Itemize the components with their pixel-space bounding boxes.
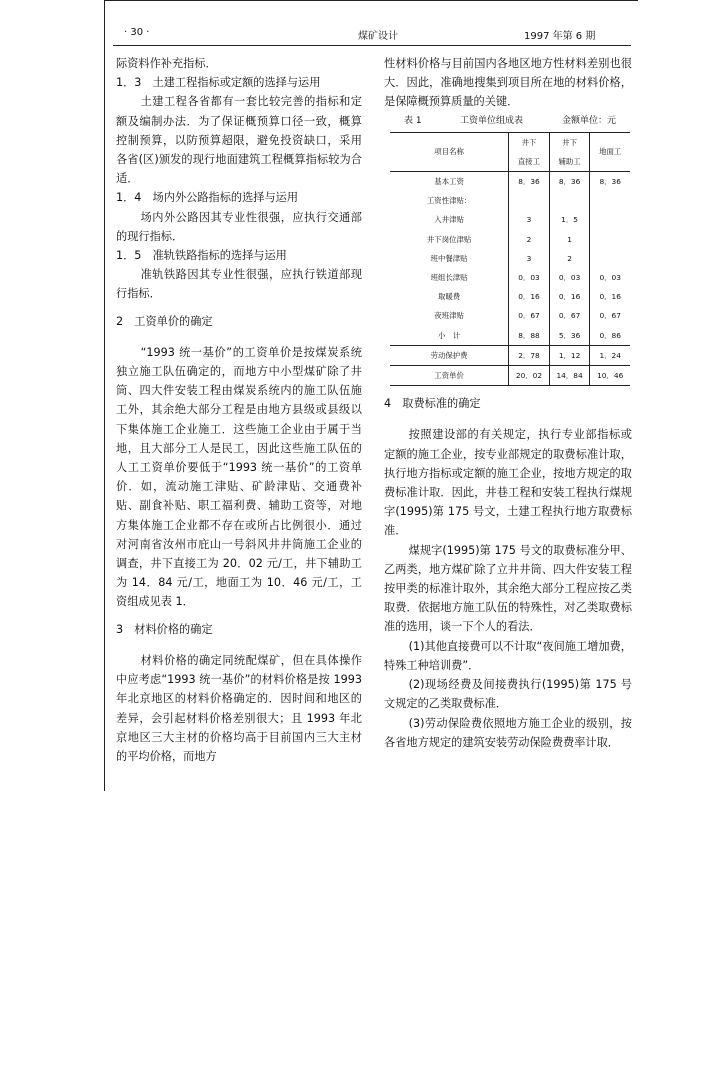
row-value xyxy=(509,191,550,210)
row-name: 夜班津贴 xyxy=(434,311,464,321)
table-row xyxy=(390,191,630,210)
table-row xyxy=(390,345,630,365)
section-2-title: 2 工资单价的确定 xyxy=(116,314,213,328)
header-col3: 地面工 xyxy=(590,132,630,171)
row-value: 0．16 xyxy=(549,287,590,306)
table-row xyxy=(390,306,630,325)
row-value xyxy=(590,191,630,210)
table-row xyxy=(390,249,630,268)
row-value: 0．16 xyxy=(590,287,630,306)
row-value: 0．67 xyxy=(549,306,590,325)
header-item: 项目名称 xyxy=(390,132,509,171)
table-header-row xyxy=(390,132,630,152)
row-value: 1．24 xyxy=(590,345,630,365)
table-row xyxy=(390,210,630,229)
row-name: 工资性津贴： xyxy=(426,196,472,206)
row-value xyxy=(590,230,630,249)
section-2-body: “1993 统一基价”的工资单价是按煤炭系统独立施工队伍确定的，而地方中小型煤矿除了井筒、四大件安装工程由煤炭系统内的施工队伍施工外，其余绝大部分工程是由地方县级或县级以下集体施工企业施工．这些施工企业由于属于当地，且大部分工人是民工，因此这些施工队伍的人工工资单价要低于“1993 统一基价”的工资单价．如，流动施工津贴、矿龄津贴、交通费补贴、副食补贴、职工福利费、辅助工资等，对地方集体施工企业都不存在或所占比例很小．通过对河南省汝州市庇山一号斜风井井筒施工企业的调查，井下直接工为 20．02 元/工，井下辅助工为 14．84 元/工，地面工为 10．46 元/工，工资组成见表 1． xyxy=(116,345,362,609)
row-value: 0．16 xyxy=(509,287,550,306)
continued-paragraph: 际资料作补充指标． xyxy=(116,57,217,70)
row-value: 2．78 xyxy=(509,345,550,365)
table-label: 表 1 xyxy=(404,115,422,126)
left-column xyxy=(116,54,362,766)
table-caption xyxy=(384,114,632,128)
section-4-para-2: 煤规字(1995)第 175 号文的取费标准分甲、乙两类，地方煤矿除了立井井筒、四大件安装工程按甲类的标准计取外，其余绝大部分工程应按乙类取费．依据地方施工队伍的特殊性，对乙类取费标准的选用，谈一下个人的看法． xyxy=(384,543,632,634)
section-1-5-body: 准轨铁路因其专业性很强，应执行铁道部现行指标． xyxy=(116,268,362,301)
table-row xyxy=(390,172,630,192)
row-name: 小 计 xyxy=(438,330,461,340)
wage-composition-table xyxy=(390,132,630,387)
header-col1-top: 井下 xyxy=(509,132,550,152)
section-1-4-body: 场内外公路因其专业性很强，应执行交通部的现行指标． xyxy=(116,210,362,243)
row-value: 0．86 xyxy=(590,326,630,346)
section-4-item-3: (3)劳动保险费依照地方施工企业的级别，按各省地方规定的建筑安装劳动保险费费率计取． xyxy=(384,716,632,749)
row-value: 8．36 xyxy=(590,172,630,192)
section-4-item-2: (2)现场经费及间接费执行(1995)第 175 号文规定的乙类取费标准． xyxy=(384,678,632,711)
row-name: 基本工资 xyxy=(390,172,509,192)
row-value: 8．36 xyxy=(509,172,550,192)
row-value: 0．67 xyxy=(590,306,630,325)
row-name: 入井津贴 xyxy=(434,215,464,225)
running-header xyxy=(118,27,628,43)
row-value: 1．5 xyxy=(549,210,590,229)
row-value xyxy=(549,191,590,210)
right-column xyxy=(384,54,632,752)
row-value: 8．36 xyxy=(549,172,590,192)
row-name: 取暖费 xyxy=(438,292,461,302)
issue-label: 1997 年第 6 期 xyxy=(524,31,596,42)
row-value: 0．03 xyxy=(509,268,550,287)
section-1-4-title: 1．4 场内外公路指标的选择与运用 xyxy=(116,191,299,205)
row-value: 0．03 xyxy=(549,268,590,287)
table-row xyxy=(390,366,630,386)
page-number: · 30 · xyxy=(124,27,150,38)
row-value: 3 xyxy=(509,249,550,268)
row-value: 14．84 xyxy=(549,366,590,386)
section-3-title: 3 材料价格的确定 xyxy=(116,622,213,636)
row-value: 2 xyxy=(509,230,550,249)
row-name: 班组长津贴 xyxy=(430,273,468,283)
row-value xyxy=(590,249,630,268)
header-rule xyxy=(113,45,631,46)
table-name: 工资单位组成表 xyxy=(460,115,524,126)
section-1-3-title: 1．3 土建工程指标或定额的选择与运用 xyxy=(116,76,321,90)
row-name: 井下岗位津贴 xyxy=(426,234,472,244)
header-col2-top: 井下 xyxy=(549,132,590,152)
row-value: 0．03 xyxy=(590,268,630,287)
journal-name: 煤矿设计 xyxy=(358,31,398,42)
row-value: 1．12 xyxy=(549,345,590,365)
table-row xyxy=(390,287,630,306)
row-value: 8．88 xyxy=(509,326,550,346)
section-1-5-title: 1．5 准轨铁路指标的选择与运用 xyxy=(116,249,287,263)
section-4-title: 4 取费标准的确定 xyxy=(384,397,481,411)
row-name: 工资单价 xyxy=(390,366,509,386)
row-value: 2 xyxy=(549,249,590,268)
table-row xyxy=(390,230,630,249)
row-name: 劳动保护费 xyxy=(390,345,509,365)
row-value xyxy=(590,210,630,229)
section-1-3-body: 土建工程各省都有一套比较完善的指标和定额及编制办法．为了保证概预算口径一致，概算控制预算，以防预算超限，避免投资缺口，采用各省(区)颁发的现行地面建筑工程概算指标较为合适． xyxy=(116,95,362,186)
table-row xyxy=(390,326,630,346)
table-row xyxy=(390,268,630,287)
row-value: 10．46 xyxy=(590,366,630,386)
section-4-item-1: (1)其他直接费可以不计取“夜间施工增加费，特殊工种培训费”． xyxy=(384,639,632,672)
section-3-body: 材料价格的确定同统配煤矿，但在具体操作中应考虑“1993 统一基价”的材料价格是按 1993 年北京地区的材料价格确定的．因时间和地区的差异，会引起材料价格差别很大；且 1993 年北京地区三大主材的价格均高于目前国内三大主材的平均价格，而地方 xyxy=(116,653,362,763)
table-unit: 金额单位：元 xyxy=(562,115,617,126)
row-name: 班中餐津贴 xyxy=(430,253,468,263)
row-value: 1 xyxy=(549,230,590,249)
row-value: 20．02 xyxy=(509,366,550,386)
row-value: 0．67 xyxy=(509,306,550,325)
row-value: 3 xyxy=(509,210,550,229)
header-col2-bottom: 辅助工 xyxy=(549,152,590,172)
row-value: 5．36 xyxy=(549,326,590,346)
section-4-para-1: 按照建设部的有关规定，执行专业部指标或定额的施工企业，按专业部规定的取费标准计取，执行地方指标或定额的施工企业，按地方规定的取费标准计取．因此，井巷工程和安装工程执行煤规字(1995)第 175 号文，土建工程执行地方取费标准． xyxy=(384,428,632,538)
continued-paragraph-right: 性材料价格与目前国内各地区地方性材料差别也很大．因此，准确地搜集到项目所在地的材料价格，是保障概预算质量的关键． xyxy=(384,57,632,109)
header-col1-bottom: 直接工 xyxy=(509,152,550,172)
